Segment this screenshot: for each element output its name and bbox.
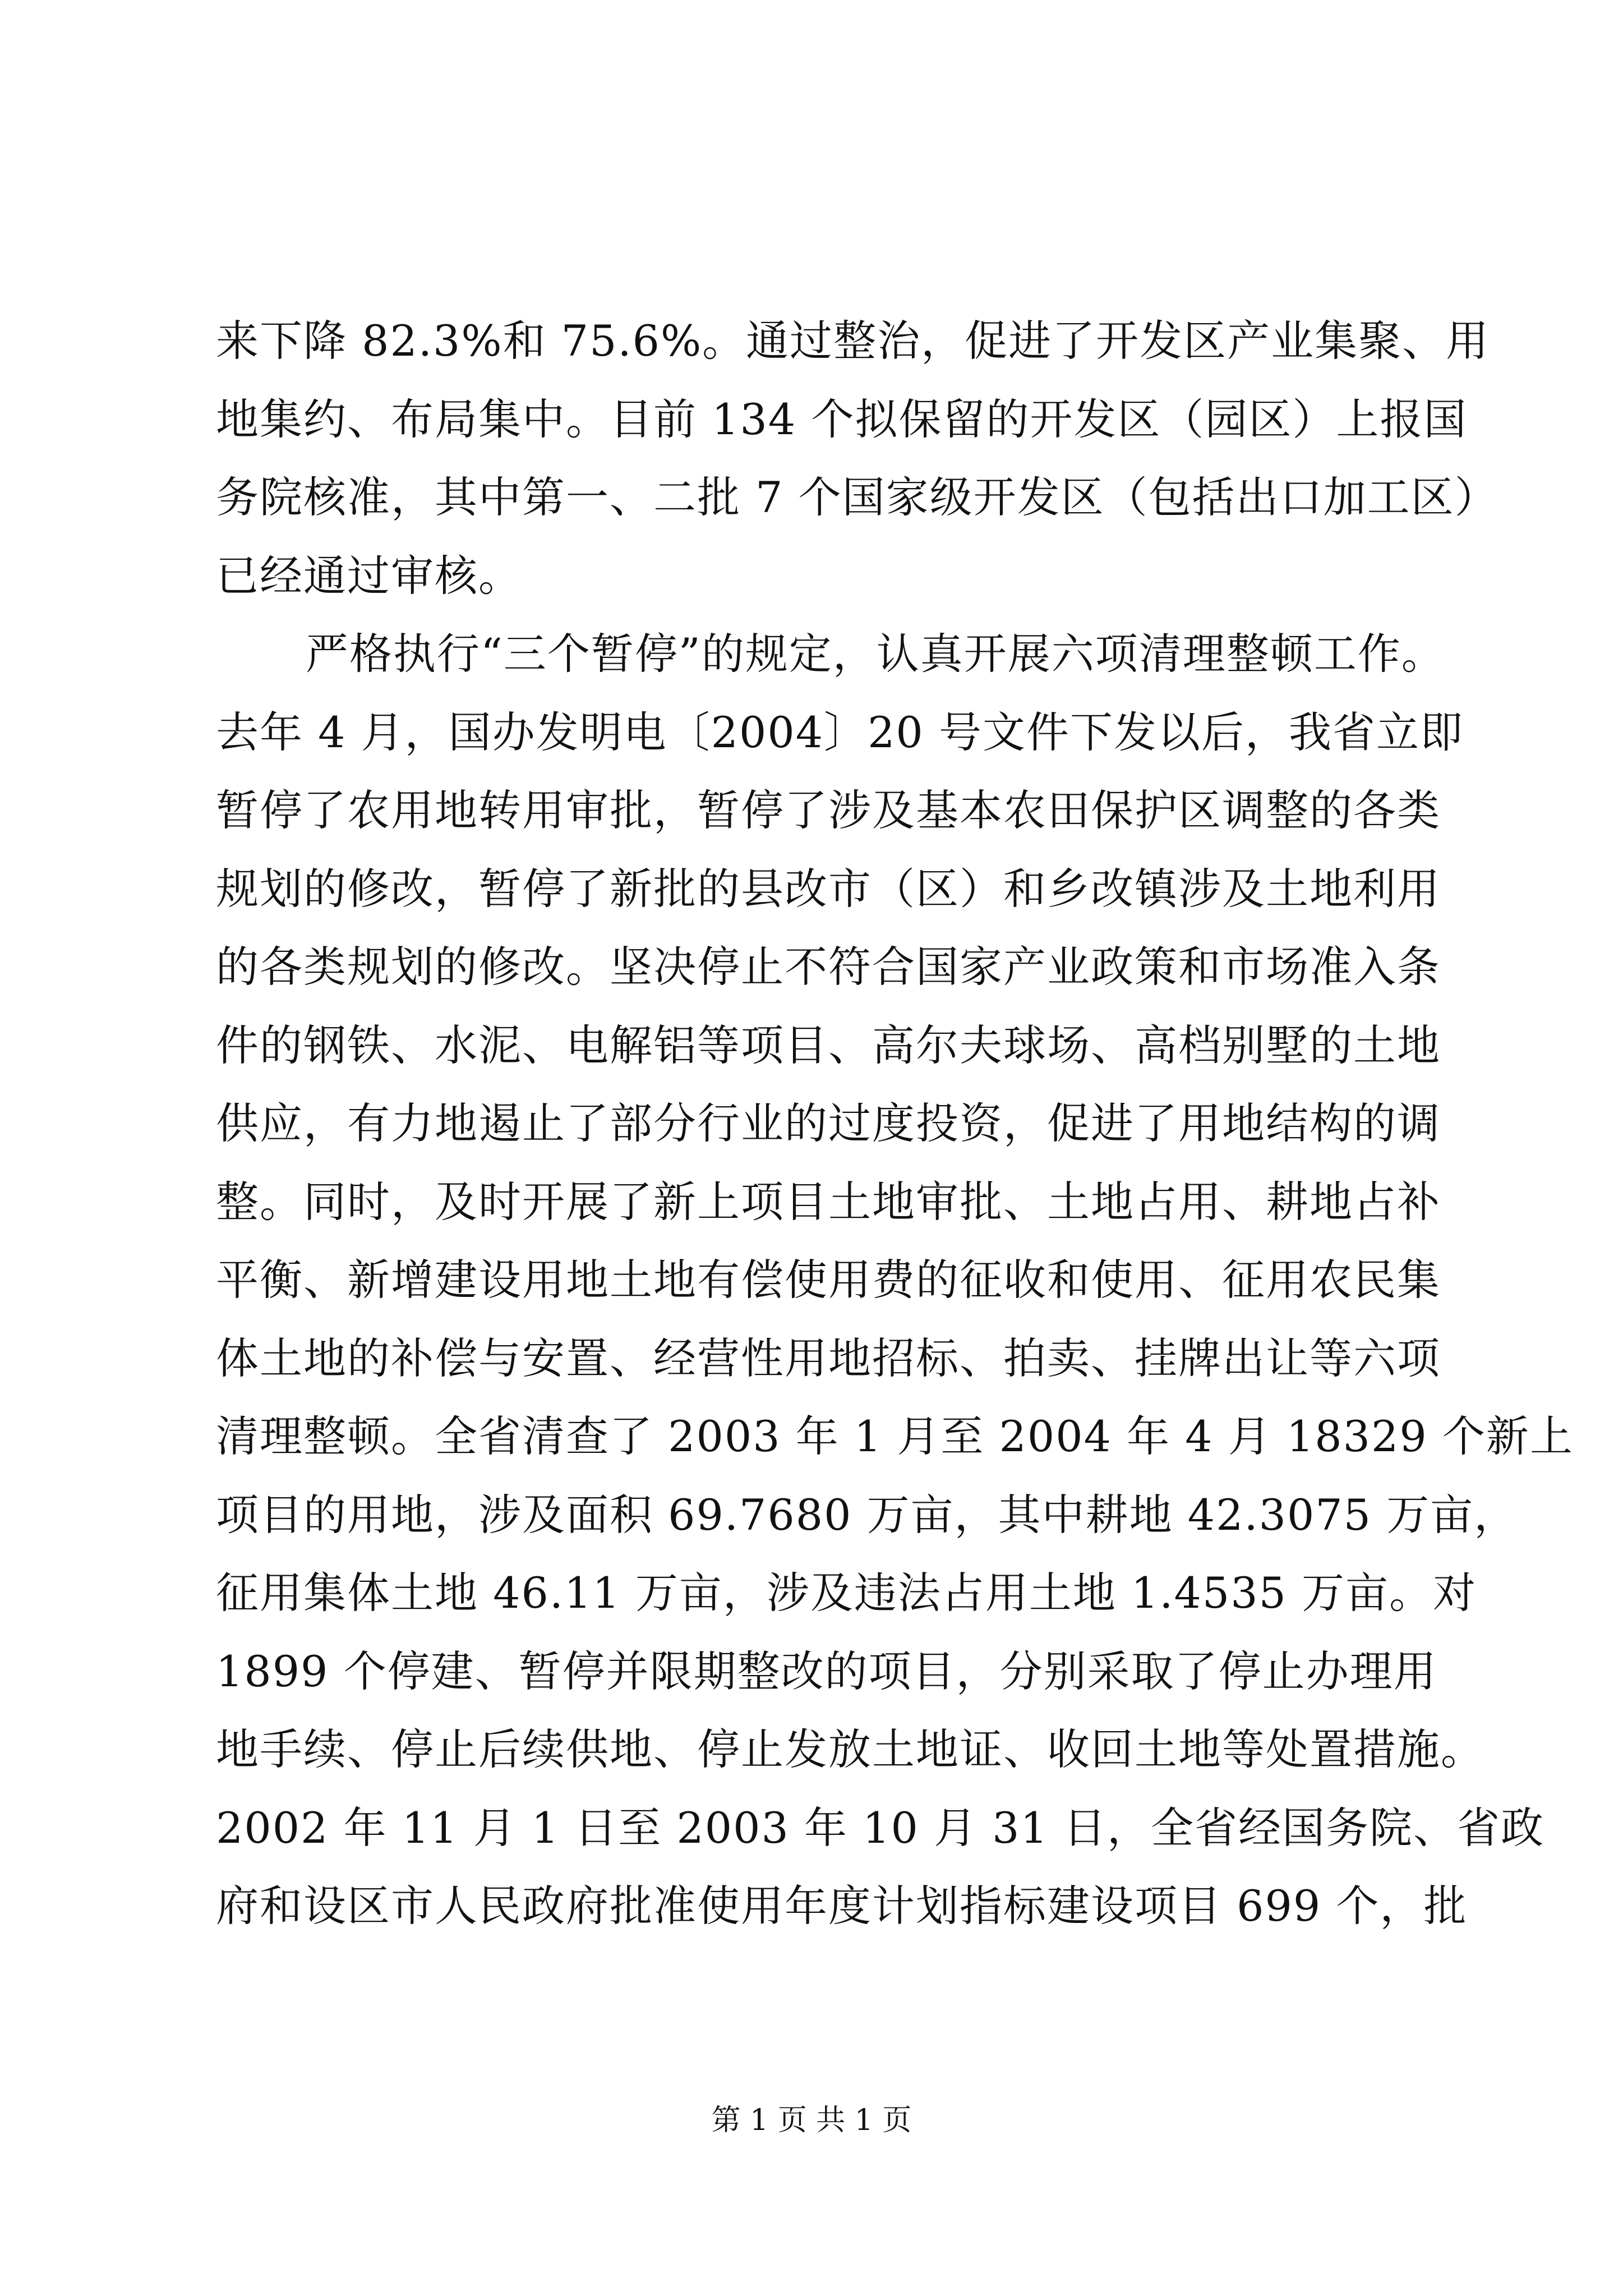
text-line: 来下降 82.3%和 75.6%。通过整治，促进了开发区产业集聚、用 [216,316,1490,366]
text-line: 暂停了农用地转用审批，暂停了涉及基本农田保护区调整的各类 [216,785,1441,835]
text-line: 2002 年 11 月 1 日至 2003 年 10 月 31 日，全省经国务院、省政 [216,1802,1545,1853]
page-footer [0,2098,1623,2143]
text-line: 体土地的补偿与安置、经营性用地招标、拍卖、挂牌出让等六项 [216,1333,1441,1383]
text-line: 平衡、新增建设用地土地有偿使用费的征收和使用、征用农民集 [216,1255,1441,1305]
text-line: 地手续、停止后续供地、停止发放土地证、收回土地等处置措施。 [216,1724,1484,1774]
text-line: 整。同时，及时开展了新上项目土地审批、土地占用、耕地占补 [216,1176,1441,1227]
text-line: 去年 4 月，国办发明电〔2004〕20 号文件下发以后，我省立即 [216,707,1464,757]
text-line: 1899 个停建、暂停并限期整改的项目，分别采取了停止办理用 [216,1646,1437,1696]
page-number: 第 1 页 共 1 页 [711,2104,912,2137]
text-line: 规划的修改，暂停了新批的县改市（区）和乡改镇涉及土地利用 [216,863,1441,914]
text-line: 供应，有力地遏止了部分行业的过度投资，促进了用地结构的调 [216,1098,1441,1148]
text-line: 件的钢铁、水泥、电解铝等项目、高尔夫球场、高档别墅的土地 [216,1020,1441,1070]
text-line: 的各类规划的修改。坚决停止不符合国家产业政策和市场准入条 [216,942,1441,992]
text-line: 项目的用地，涉及面积 69.7680 万亩，其中耕地 42.3075 万亩， [216,1489,1518,1540]
text-line: 清理整顿。全省清查了 2003 年 1 月至 2004 年 4 月 18329 个新上 [216,1411,1574,1461]
paragraph-first-line: 严格执行“三个暂停”的规定，认真开展六项清理整顿工作。 [306,629,1445,679]
text-line: 地集约、布局集中。目前 134 个拟保留的开发区（园区）上报国 [216,394,1468,444]
text-line: 已经通过审核。 [216,550,522,601]
text-line: 征用集体土地 46.11 万亩，涉及违法占用土地 1.4535 万亩。对 [216,1568,1477,1618]
body-text [216,302,1574,1945]
text-line: 务院核准，其中第一、二批 7 个国家级开发区（包括出口加工区） [216,472,1498,522]
text-line: 府和设区市人民政府批准使用年度计划指标建设项目 699 个，批 [216,1881,1468,1931]
